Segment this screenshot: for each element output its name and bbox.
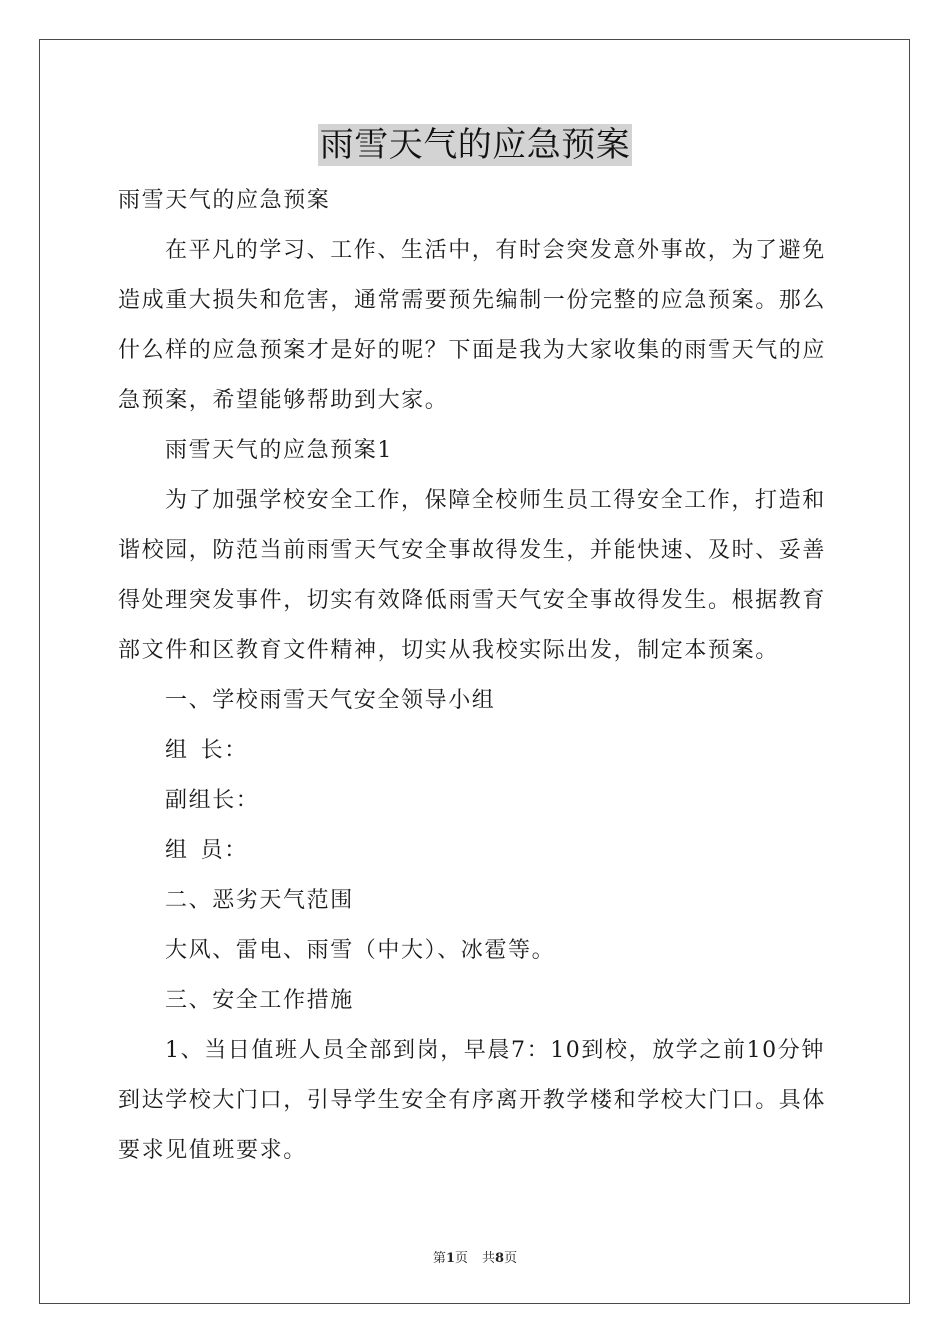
weather-range-text: 大风、雷电、雨雪（中大）、冰雹等。 xyxy=(165,938,556,963)
page-footer xyxy=(0,1247,950,1266)
leader-label-b: 长： xyxy=(200,738,248,763)
total-suffix: 页 xyxy=(504,1251,518,1266)
measure-1-paragraph: 1、当日值班人员全部到岗，早晨7：10到校，放学之前10分钟到达学校大门口，引导学生安全有序离开教学楼和学校大门口。具体要求见值班要求。 xyxy=(118,1038,827,1163)
page-prefix: 第 xyxy=(432,1251,446,1266)
page-suffix: 页 xyxy=(454,1251,468,1266)
leader-label-a: 组 xyxy=(165,738,189,763)
document-body xyxy=(118,176,834,1176)
heading-safety-measures: 三、安全工作措施 xyxy=(165,988,354,1013)
member-label-b: 员： xyxy=(200,838,248,863)
total-pages: 8 xyxy=(495,1251,505,1266)
member-label-a: 组 xyxy=(165,838,189,863)
title-container xyxy=(0,124,950,166)
purpose-paragraph: 为了加强学校安全工作，保障全校师生员工得安全工作，打造和谐校园，防范当前雨雪天气安全事故得发生，并能快速、及时、妥善得处理突发事件，切实有效降低雨雪天气安全事故得发生。根据教育部文件和区教育文件精神，切实从我校实际出发，制定本预案。 xyxy=(118,488,827,663)
document-title: 雨雪天气的应急预案 xyxy=(319,125,631,165)
heading-weather-range: 二、恶劣天气范围 xyxy=(165,888,354,913)
intro-paragraph: 在平凡的学习、工作、生活中，有时会突发意外事故，为了避免造成重大损失和危害，通常需要预先编制一份完整的应急预案。那么什么样的应急预案才是好的呢？下面是我为大家收集的雨雪天气的应急预案，希望能够帮助到大家。 xyxy=(118,238,827,413)
member-line xyxy=(118,826,834,876)
document-subtitle: 雨雪天气的应急预案 xyxy=(118,188,331,213)
leader-line xyxy=(118,726,834,776)
page-number: 1 xyxy=(445,1251,455,1266)
section-title: 雨雪天气的应急预案1 xyxy=(165,438,393,463)
heading-leadership-group: 一、学校雨雪天气安全领导小组 xyxy=(165,688,496,713)
total-prefix: 共 xyxy=(482,1251,496,1266)
deputy-line: 副组长： xyxy=(165,788,260,813)
